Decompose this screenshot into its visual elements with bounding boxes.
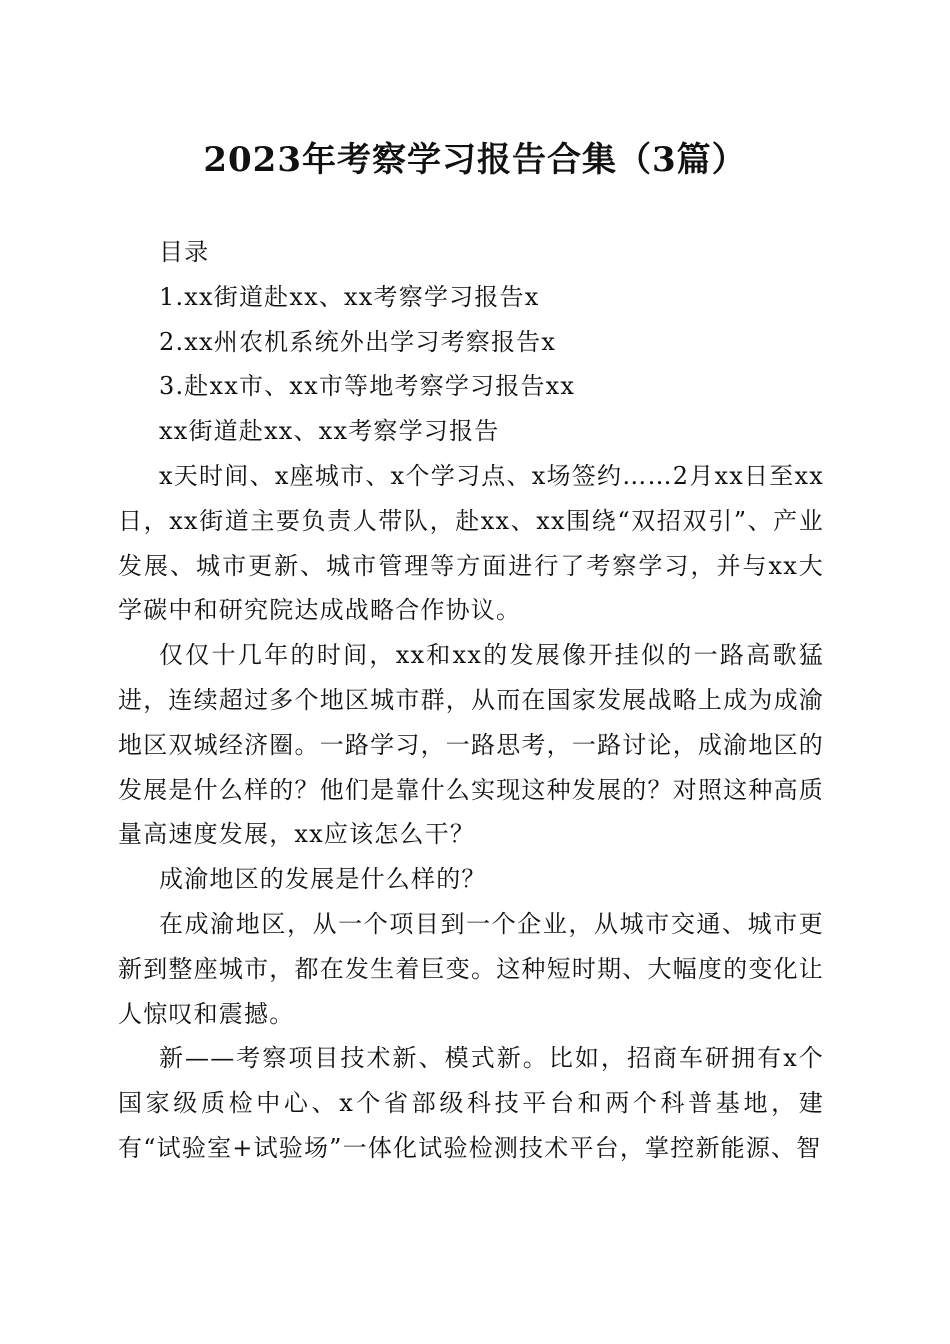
toc-item: 2.xx州农机系统外出学习考察报告x (159, 327, 557, 356)
paragraph: x天时间、x座城市、x个学习点、x场签约……2月xx日至xx日，xx街道主要负责人带队，赴xx、xx围绕“双招双引”、产业发展、城市更新、城市管理等方面进行了考察学习，并与xx大学碳中和研究院达成战略合作协议。 (118, 461, 824, 625)
paragraph: 在成渝地区，从一个项目到一个企业，从城市交通、城市更新到整座城市，都在发生着巨变。这种短时期、大幅度的变化让人惊叹和震撼。 (118, 909, 824, 1028)
paragraph: 仅仅十几年的时间，xx和xx的发展像开挂似的一路高歌猛进，连续超过多个地区城市群，从而在国家发展战略上成为成渝地区双城经济圈。一路学习，一路思考，一路讨论，成渝地区的发展是什么样的？他们是靠什么实现这种发展的？对照这种高质量高速度发展，xx应该怎么干？ (118, 641, 824, 849)
article-title: xx街道赴xx、xx考察学习报告 (159, 417, 500, 446)
toc-heading: 目录 (159, 238, 210, 266)
section-question: 成渝地区的发展是什么样的？ (159, 865, 487, 894)
paragraph: 新——考察项目技术新、模式新。比如，招商车研拥有x个国家级质检中心、x个省部级科技平台和两个科普基地，建有“试验室+试验场”一体化试验检测技术平台，掌控新能源、智 (118, 1044, 824, 1162)
toc-item: 1.xx街道赴xx、xx考察学习报告x (159, 282, 540, 311)
document-body (118, 230, 824, 1171)
toc-item: 3.赴xx市、xx市等地考察学习报告xx (159, 372, 576, 401)
document-title: 2023年考察学习报告合集（3篇） (203, 140, 747, 180)
